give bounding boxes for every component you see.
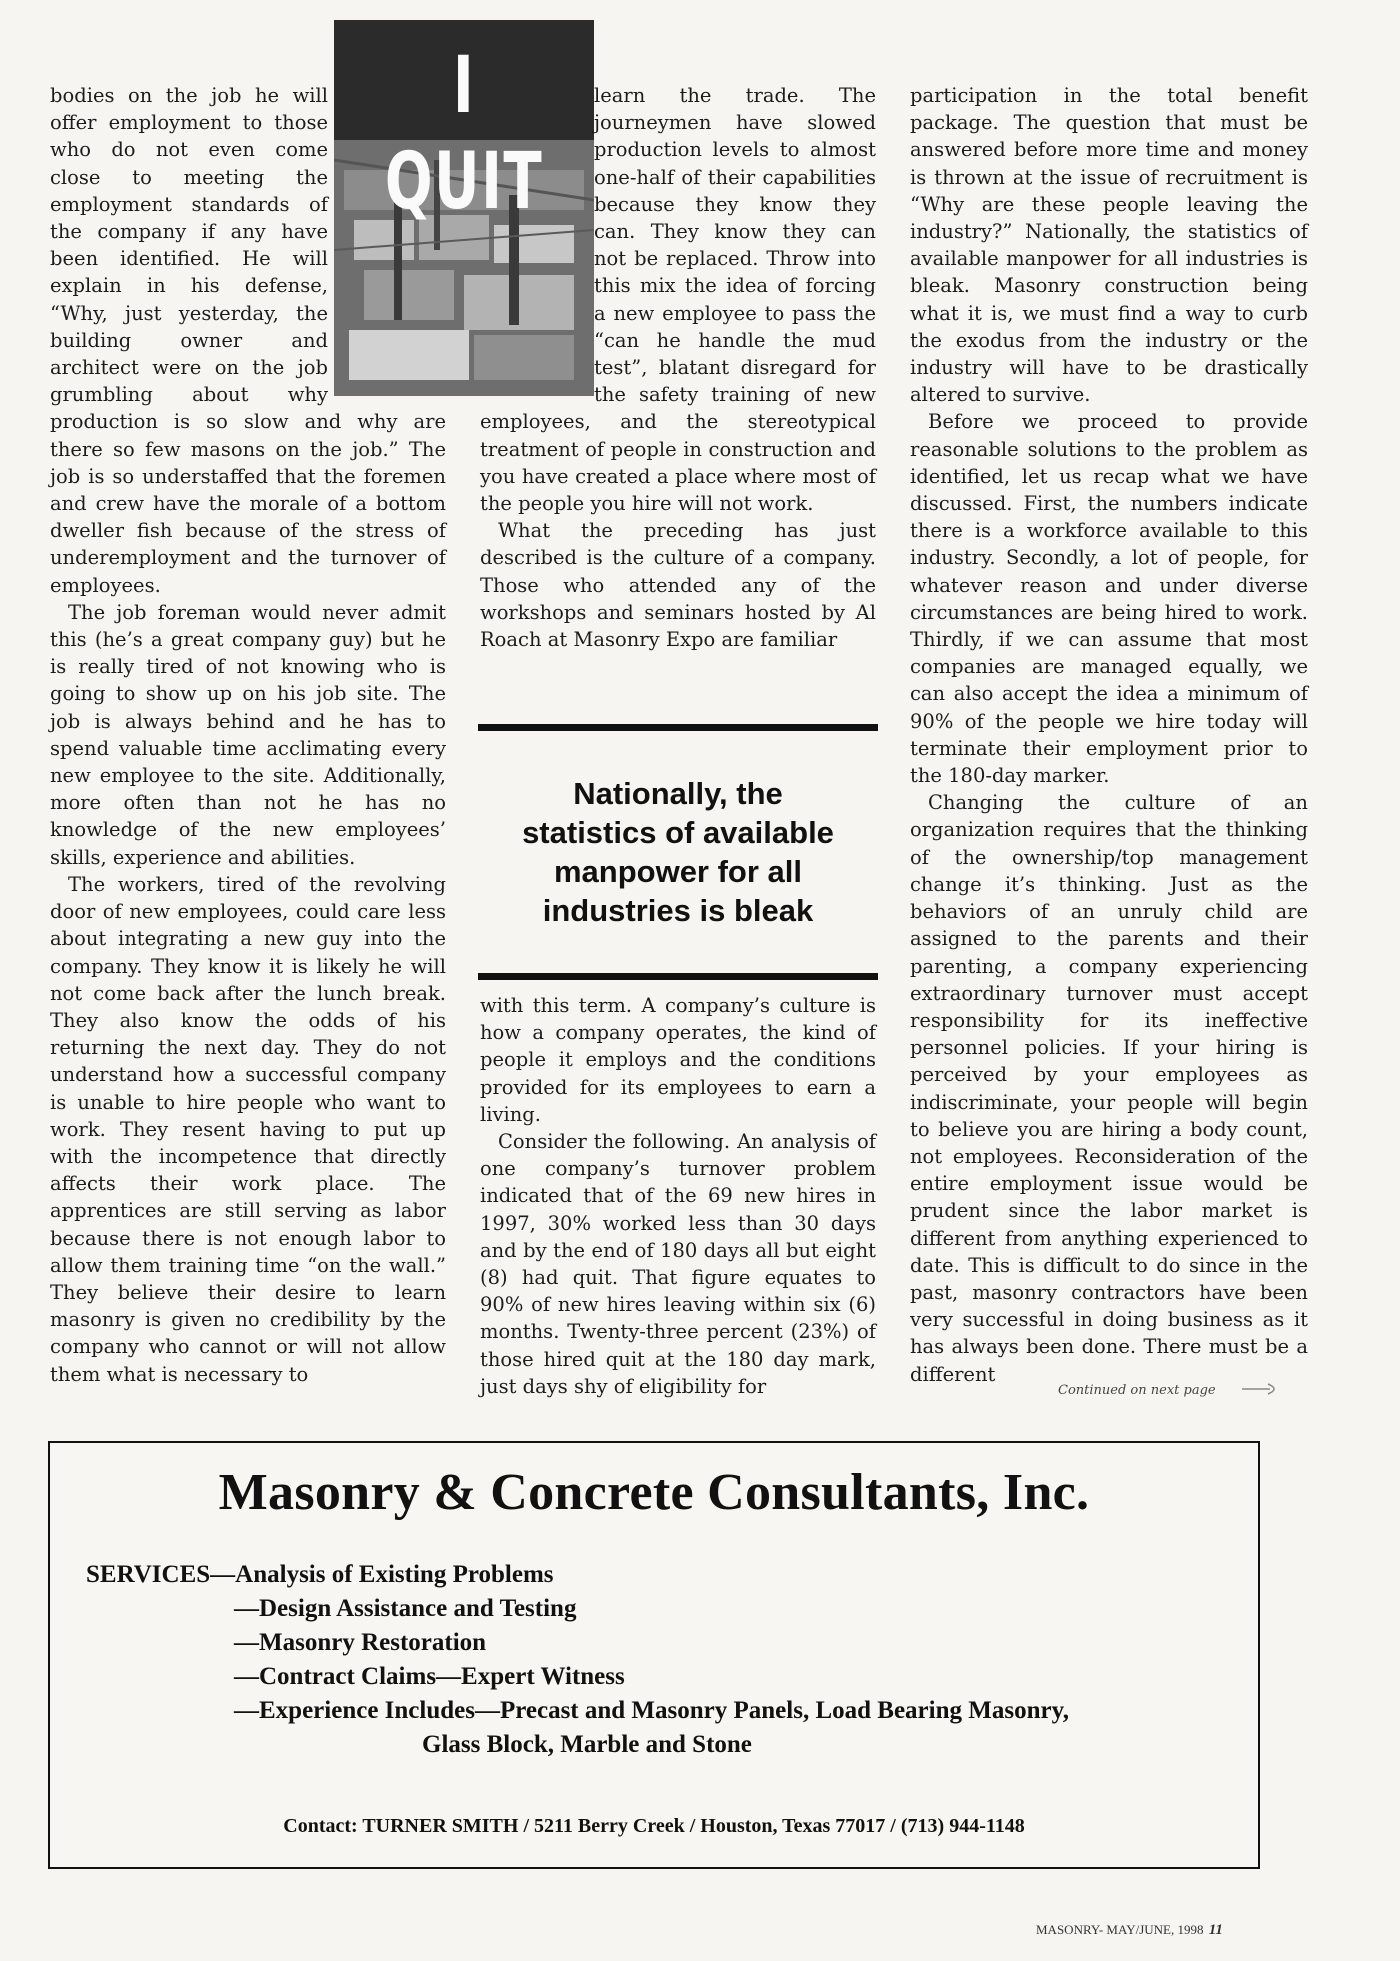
- col2-paragraph-3: with this term. A company’s culture is how a company operates, the kind of people it employs and the conditions provided for its employees to earn a living.: [480, 994, 876, 1126]
- ad-service-line-6: Glass Block, Marble and Stone: [422, 1731, 752, 1758]
- advertisement: [48, 1441, 1260, 1869]
- ad-service-line-4: —Contract Claims—Expert Witness: [234, 1663, 625, 1690]
- col2-paragraph-4: Consider the following. An analysis of one company’s turnover problem indicated that of the 69 new hires in 1997, 30% worked less than 30 days and by the end of 180 days all but eight (8) had quit. That figure equates to 90% of new hires leaving within six (6) months. Twenty-three percent (23%) of those hired quit at the 180 day mark, just days shy of eligibility for: [480, 1130, 876, 1398]
- ad-contact: Contact: TURNER SMITH / 5211 Berry Creek / Houston, Texas 77017 / (713) 944-1148: [283, 1815, 1025, 1837]
- article-column-2: [480, 82, 876, 653]
- ad-service-line-1: SERVICES—Analysis of Existing Problems: [86, 1561, 554, 1588]
- col1-paragraph-2: The job foreman would never admit this (he’s a great company guy) but he is really tired of not knowing who is going to show up on his job site. The job is always behind and he has to spend valuable time acclimating every new employee to the site. Additionally, more often than not he has no knowledge of the new employees’ skills, experience and abilities.: [50, 600, 446, 869]
- col3-paragraph-1: participation in the total benefit package. The question that must be answered before more time and money is thrown at the issue of recruitment is “Why are these people leaving the industry?” Nationally, the statistics of available manpower for all industries is bleak. Masonry construction being what it is, we must find a way to curb the exodus from the industry or the industry will have to be drastically altered to survive.: [910, 84, 1308, 407]
- page-number: 11: [1208, 1922, 1223, 1938]
- col1-paragraph-3: The workers, tired of the revolving door of new employees, could care less about integrating a new guy into the company. They know it is likely he will not come back after the lunch break. They also know the odds of his returning the next day. They do not understand how a successful company is unable to hire people who want to work. They resent having to put up with the incompetence that directly affects their work place. The apprentices are still serving as labor because there is not enough labor to allow them training time “on the wall.” They believe their desire to learn masonry is given no credibility by the company who cannot or will not allow them what is necessary to: [50, 872, 446, 1386]
- arrow-right-icon: [1240, 1381, 1284, 1397]
- ad-service-line-2: —Design Assistance and Testing: [234, 1595, 577, 1622]
- pull-quote-text: Nationally, the statistics of available manpower for all industries is bleak: [522, 776, 834, 928]
- ad-service-line-3: —Masonry Restoration: [234, 1629, 487, 1656]
- continued-on-next-page: Continued on next page: [1058, 1383, 1216, 1398]
- article-column-3: [910, 82, 1308, 1388]
- pull-quote: [478, 724, 878, 980]
- col3-paragraph-2: Before we proceed to provide reasonable solutions to the problem as identified, let us recap what we have discussed. First, the numbers indicate there is a workforce available to this industry. Secondly, a lot of people, for whatever reason and under diverse circumstances are being hired to work. Thirdly, if we can assume that most companies are managed equally, we can also accept the idea a minimum of 90% of the people we hire today will terminate their employment prior to the 180-day marker.: [910, 410, 1308, 788]
- page-footer: [1036, 1922, 1223, 1939]
- col1-paragraph-1: bodies on the job he will offer employment to those who do not even come close to meeting the employment standards of the company if any have been identified. He will explain in his defense, “Why, just yesterday, the building owner and architect were on the job grumbling about why production is so slow and why are there so few masons on the job.” The job is so understaffed that the foremen and crew have the morale of a bottom dweller fish because of the stress of underemployment and the turnover of employees.: [50, 84, 446, 597]
- publication-line: MASONRY- MAY/JUNE, 1998: [1036, 1922, 1204, 1937]
- col3-paragraph-3: Changing the culture of an organization requires that the thinking of the ownership/top management change it’s thinking. Just as the behaviors of an unruly child are assigned to the parents and their parenting, a company experiencing extraordinary turnover must accept responsibility for its ineffective personnel policies. If your hiring is perceived by your employees as indiscriminate, your people will begin to believe you are hiring a body count, not employees. Reconsideration of the entire employment issue would be prudent since the labor market is different from anything experienced to date. This is difficult to do since in the past, masonry contractors have been very successful in doing business as it has always been done. There must be a different: [910, 791, 1308, 1386]
- ad-service-line-5: —Experience Includes—Precast and Masonry Panels, Load Bearing Masonry,: [234, 1697, 1069, 1724]
- article-column-2-continued: [480, 992, 876, 1400]
- col2-paragraph-2: What the preceding has just described is the culture of a company. Those who attended any of the workshops and seminars hosted by Al Roach at Masonry Expo are familiar: [480, 519, 876, 652]
- col2-paragraph-1: learn the trade. The journeymen have slowed production levels to almost one-half of their capabilities because they know they can. They know they can not be replaced. Throw into this mix the idea of forcing a new employee to pass the “can he handle the mud test”, blatant disregard for the safety training of new employees, and the stereotypical treatment of people in construction and you have created a place where most of the people you hire will not work.: [480, 84, 876, 516]
- photo-wrap-spacer-2: [466, 82, 594, 408]
- photo-headline: I QUIT: [384, 41, 544, 227]
- ad-company-name: Masonry & Concrete Consultants, Inc.: [218, 1464, 1090, 1521]
